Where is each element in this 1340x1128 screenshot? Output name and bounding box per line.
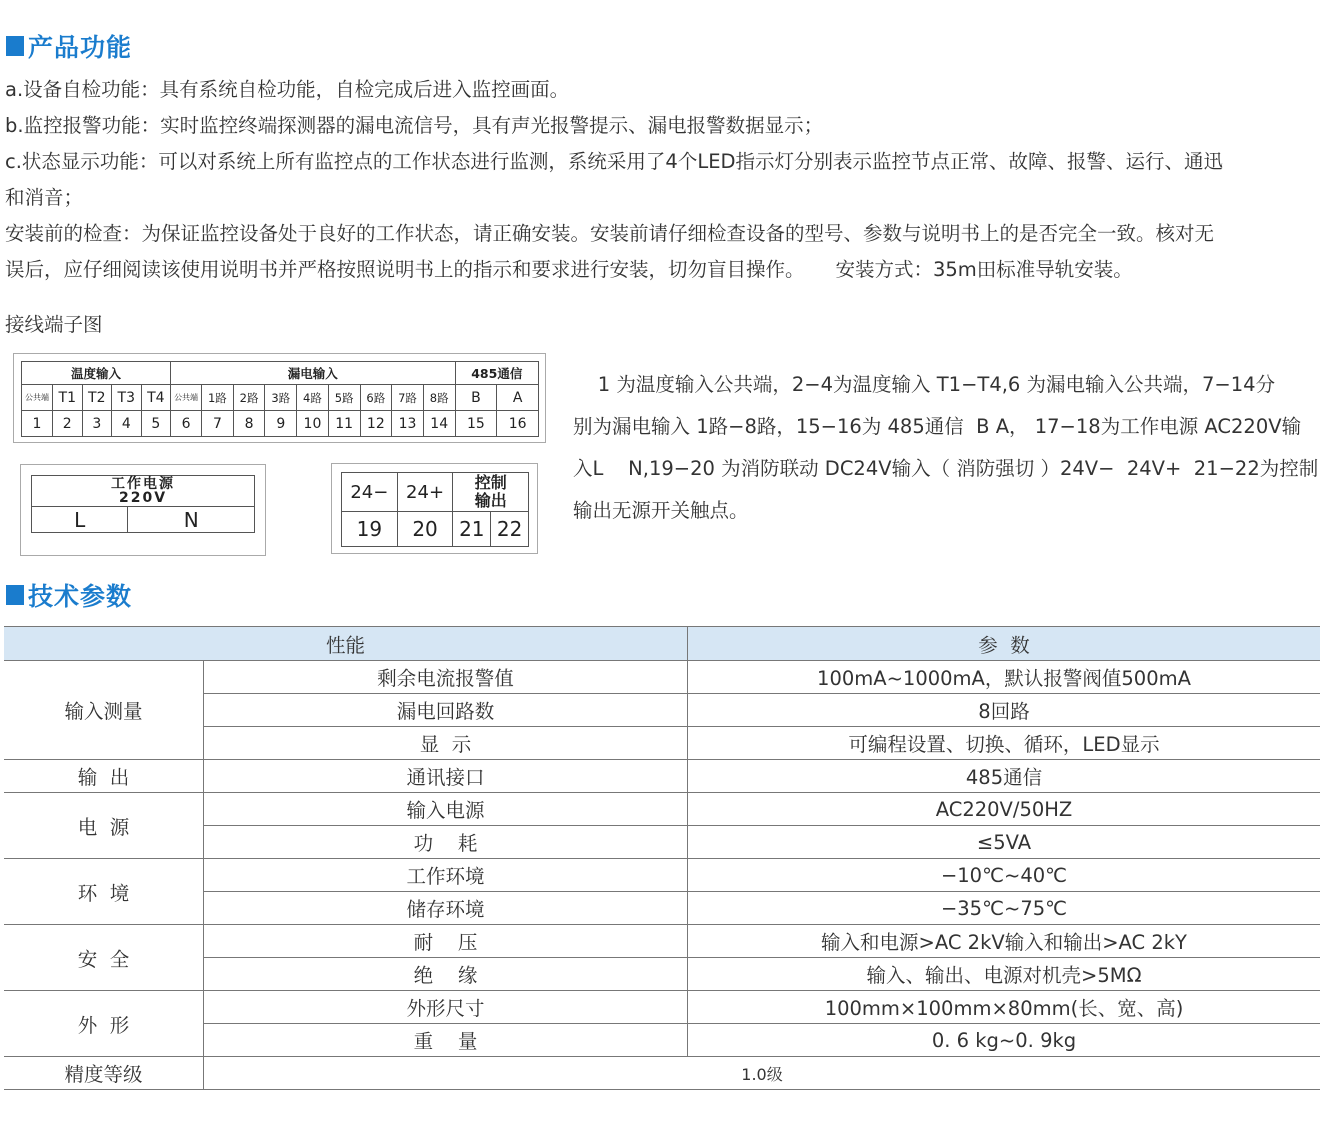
item-value: −10℃~40℃ bbox=[688, 859, 1321, 892]
common-terminal-label: 公共端 bbox=[171, 385, 202, 411]
intro-line: 误后，应仔细阅读该使用说明书并严格按照说明书上的指示和要求进行安装，切勿盲目操作。 安装方式：35m田标准导轨安装。 bbox=[5, 258, 1133, 281]
terminal-number: 13 bbox=[392, 411, 424, 437]
terminal-number: 7 bbox=[202, 411, 234, 437]
terminal-number: 19 bbox=[342, 512, 398, 547]
section-title-text: 产品功能 bbox=[28, 33, 133, 62]
terminal-number: 5 bbox=[141, 411, 171, 437]
terminal-number: 6 bbox=[171, 411, 202, 437]
leak-label: 1路 bbox=[202, 385, 234, 411]
square-bullet-icon bbox=[6, 36, 24, 56]
table-row bbox=[4, 793, 1320, 826]
terminal-number: 12 bbox=[360, 411, 392, 437]
power-title: 工作电源 bbox=[111, 476, 175, 492]
header-parameter: 参 数 bbox=[688, 627, 1321, 661]
leak-label: 7路 bbox=[392, 385, 424, 411]
item-name: 漏电回路数 bbox=[204, 694, 688, 727]
item-value: 输入、输出、电源对机壳>5MΩ bbox=[688, 958, 1321, 991]
group-name: 精度等级 bbox=[4, 1057, 204, 1090]
intro-line: 安装前的检查：为保证监控设备处于良好的工作状态，请正确安装。安装前请仔细检查设备的型号、参数与说明书上的是否完全一致。核对无 bbox=[5, 222, 1215, 245]
item-name: 通讯接口 bbox=[204, 760, 688, 793]
item-value: −35℃~75℃ bbox=[688, 892, 1321, 925]
terminal-number: 4 bbox=[112, 411, 142, 437]
accuracy-value: 1.0级 bbox=[204, 1057, 1321, 1090]
group-temp-input: 温度输入 bbox=[22, 362, 171, 385]
terminal-number: 1 bbox=[22, 411, 53, 437]
item-value: 0. 6 kg~0. 9kg bbox=[688, 1024, 1321, 1057]
section-title-tech-params bbox=[6, 577, 132, 613]
item-value: 可编程设置、切换、循环，LED显示 bbox=[688, 727, 1321, 760]
intro-line: c.状态显示功能：可以对系统上所有监控点的工作状态进行监测，系统采用了4个LED指示灯分别表示监控节点正常、故障、报警、运行、通迅 bbox=[5, 150, 1224, 173]
terminal-table bbox=[21, 361, 539, 437]
table-row bbox=[4, 859, 1320, 892]
table-row bbox=[4, 661, 1320, 694]
terminal-diagram-1-16 bbox=[13, 353, 546, 443]
intro-line: 和消音； bbox=[5, 186, 84, 209]
temp-label: T3 bbox=[112, 385, 142, 411]
terminal-number: 22 bbox=[491, 512, 529, 547]
section-title-text: 技术参数 bbox=[28, 582, 133, 611]
terminal-number: 21 bbox=[453, 512, 491, 547]
terminal-number: 8 bbox=[233, 411, 265, 437]
item-name: 功 耗 bbox=[204, 826, 688, 859]
terminal-number: 14 bbox=[423, 411, 455, 437]
table-row bbox=[4, 1057, 1320, 1090]
terminal-number: 10 bbox=[297, 411, 329, 437]
item-name: 显 示 bbox=[204, 727, 688, 760]
item-value: ≤5VA bbox=[688, 826, 1321, 859]
intro-text bbox=[5, 72, 1335, 288]
power-label-cell bbox=[32, 476, 255, 507]
group-name: 输 出 bbox=[4, 760, 204, 793]
power-terminal-table bbox=[31, 475, 255, 533]
terminal-number: 20 bbox=[397, 512, 453, 547]
item-value: 485通信 bbox=[688, 760, 1321, 793]
intro-line: a.设备自检功能：具有系统自检功能，自检完成后进入监控画面。 bbox=[5, 78, 570, 101]
control-label-line: 输出 bbox=[474, 491, 507, 510]
terminal-number: 2 bbox=[53, 411, 83, 437]
item-value: 100mm×100mm×80mm(长、宽、高) bbox=[688, 991, 1321, 1024]
common-terminal-label: 公共端 bbox=[22, 385, 53, 411]
intro-line: b.监控报警功能：实时监控终端探测器的漏电流信号，具有声光报警提示、漏电报警数据显示； bbox=[5, 114, 824, 137]
leak-label: 4路 bbox=[297, 385, 329, 411]
square-bullet-icon bbox=[6, 585, 24, 605]
group-name: 环 境 bbox=[4, 859, 204, 925]
table-row bbox=[4, 991, 1320, 1024]
dc-control-terminal-diagram bbox=[331, 463, 538, 554]
wiring-title: 接线端子图 bbox=[5, 313, 103, 336]
item-value: 输入和电源>AC 2kV输入和输出>AC 2kY bbox=[688, 925, 1321, 958]
item-name: 剩余电流报警值 bbox=[204, 661, 688, 694]
terminal-number: 16 bbox=[497, 411, 539, 437]
control-output-label bbox=[453, 473, 529, 512]
leak-label: 6路 bbox=[360, 385, 392, 411]
dc-plus: 24+ bbox=[397, 473, 453, 512]
item-value: AC220V/50HZ bbox=[688, 793, 1321, 826]
leak-label: 2路 bbox=[233, 385, 265, 411]
table-row bbox=[4, 760, 1320, 793]
item-name: 绝 缘 bbox=[204, 958, 688, 991]
temp-label: T2 bbox=[82, 385, 112, 411]
table-row bbox=[4, 925, 1320, 958]
wiring-desc-line: 别为漏电输入 1路−8路，15−16为 485通信 B A， 17−18为工作电源 AC220V输 bbox=[573, 415, 1302, 438]
wiring-desc-line: 1 为温度输入公共端，2−4为温度输入 T1−T4,6 为漏电输入公共端，7−14分 bbox=[573, 373, 1276, 396]
group-name: 电 源 bbox=[4, 793, 204, 859]
item-name: 工作环境 bbox=[204, 859, 688, 892]
power-n: N bbox=[128, 507, 255, 533]
item-value: 8回路 bbox=[688, 694, 1321, 727]
tech-params-table bbox=[4, 626, 1320, 1090]
dc-minus: 24− bbox=[342, 473, 398, 512]
control-label-line: 控制 bbox=[474, 473, 507, 492]
wiring-desc-line: 输出无源开关触点。 bbox=[573, 499, 749, 522]
terminal-number: 9 bbox=[265, 411, 297, 437]
item-name: 输入电源 bbox=[204, 793, 688, 826]
comm-label: A bbox=[497, 385, 539, 411]
item-name: 重 量 bbox=[204, 1024, 688, 1057]
section-title-features bbox=[6, 28, 132, 64]
wiring-desc-line: 入L N,19−20 为消防联动 DC24V输入（ 消防强切 ）24V− 24V+ 21−22为控制 bbox=[573, 457, 1319, 480]
item-name: 耐 压 bbox=[204, 925, 688, 958]
comm-label: B bbox=[455, 385, 497, 411]
power-l: L bbox=[32, 507, 128, 533]
leak-label: 5路 bbox=[328, 385, 360, 411]
group-name: 外 形 bbox=[4, 991, 204, 1057]
terminal-number: 15 bbox=[455, 411, 497, 437]
group-name: 安 全 bbox=[4, 925, 204, 991]
power-voltage: 220V bbox=[118, 490, 168, 506]
item-name: 外形尺寸 bbox=[204, 991, 688, 1024]
group-leak-input: 漏电输入 bbox=[171, 362, 456, 385]
terminal-number: 3 bbox=[82, 411, 112, 437]
temp-label: T4 bbox=[141, 385, 171, 411]
group-comm: 485通信 bbox=[455, 362, 538, 385]
item-name: 储存环境 bbox=[204, 892, 688, 925]
header-performance: 性能 bbox=[4, 627, 688, 661]
item-value: 100mA~1000mA，默认报警阀值500mA bbox=[688, 661, 1321, 694]
power-terminal-diagram bbox=[20, 464, 266, 556]
temp-label: T1 bbox=[53, 385, 83, 411]
leak-label: 8路 bbox=[423, 385, 455, 411]
leak-label: 3路 bbox=[265, 385, 297, 411]
wiring-description bbox=[573, 364, 1325, 532]
terminal-number: 11 bbox=[328, 411, 360, 437]
group-name: 输入测量 bbox=[4, 661, 204, 760]
table-header-row bbox=[4, 627, 1320, 661]
dc-terminal-table bbox=[341, 472, 529, 547]
